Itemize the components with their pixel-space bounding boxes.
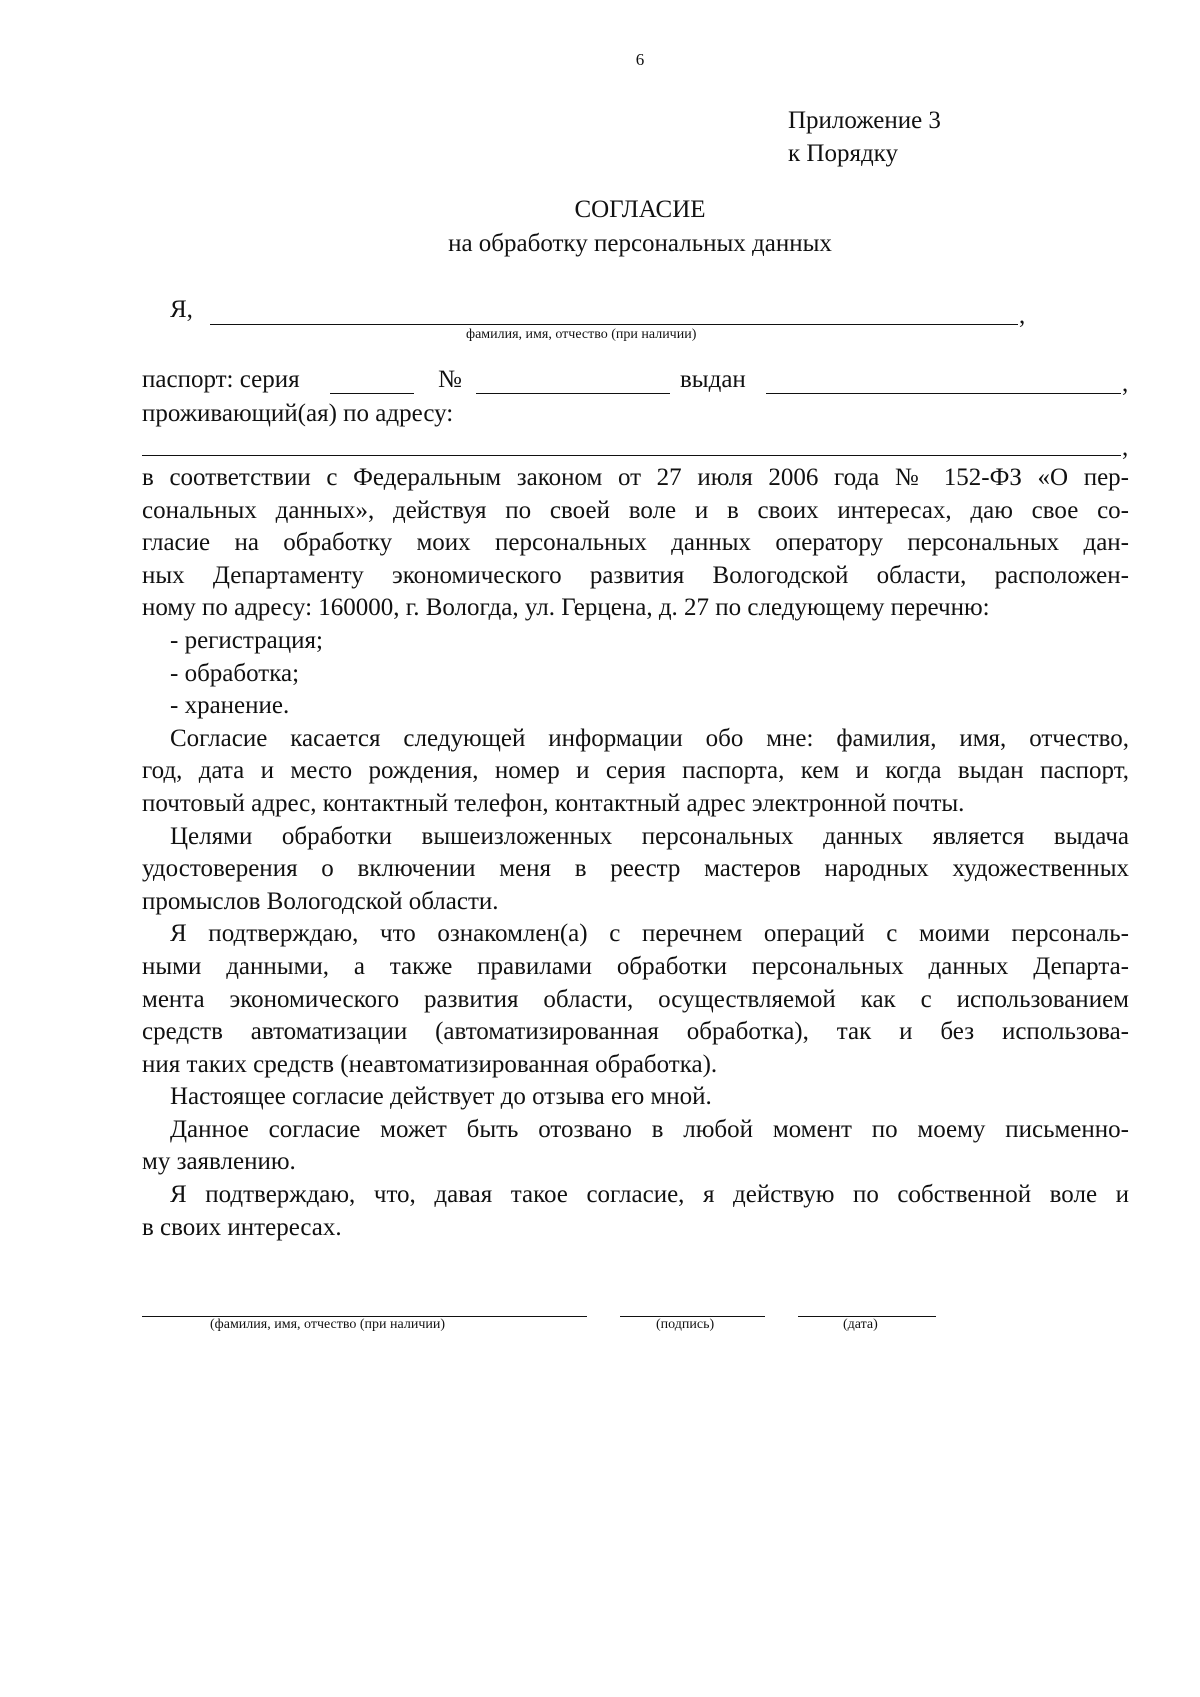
- passport-series-label: паспорт: серия: [142, 366, 300, 393]
- intro-line: сональных данных», действуя по своей воле и в своих интересах, даю свое со-: [142, 496, 1129, 524]
- signature-fio-caption: (фамилия, имя, отчество (при наличии): [210, 1317, 446, 1332]
- page-number: 6: [635, 50, 645, 69]
- paragraph-info-line: год, дата и место рождения, номер и серия паспорта, кем и когда выдан паспорт,: [142, 757, 1129, 785]
- paragraph-confirm-line: ния таких средств (неавтоматизированная обработка).: [142, 1050, 718, 1078]
- intro-line: в соответствии с Федеральным законом от 27 июля 2006 года № 152-ФЗ «О пер-: [142, 464, 1129, 491]
- paragraph-info-line: Согласие касается следующей информации обо мне: фамилия, имя, отчество,: [170, 724, 1129, 752]
- passport-series-field[interactable]: [330, 393, 414, 394]
- address-field-line[interactable]: [142, 455, 1121, 456]
- fio-caption: фамилия, имя, отчество (при наличии): [466, 327, 697, 342]
- fio-field-line[interactable]: [210, 324, 1018, 325]
- paragraph-confirm-line: средств автоматизации (автоматизированная обработка), так и без использова-: [142, 1018, 1129, 1046]
- paragraph-confirm-line: Я подтверждаю, что ознакомлен(а) с перечнем операций с моими персональ-: [170, 920, 1129, 948]
- paragraph-confirm-line: ными данными, а также правилами обработки персональных данных Департа-: [142, 952, 1129, 980]
- list-item-registration: - регистрация;: [170, 626, 323, 654]
- paragraph-purpose-line: промыслов Вологодской области.: [142, 887, 499, 915]
- list-item-processing: - обработка;: [170, 659, 300, 687]
- date-caption: (дата): [843, 1317, 878, 1332]
- paragraph-free-will-line: Я подтверждаю, что, давая такое согласие, я действую по собственной воле и: [170, 1181, 1129, 1209]
- annex-line-1: Приложение 3: [788, 107, 941, 134]
- consent-body: [142, 462, 1129, 1244]
- passport-number-label: №: [438, 366, 462, 393]
- passport-issued-label: выдан: [680, 366, 746, 393]
- passport-number-field[interactable]: [476, 393, 670, 394]
- annex-line-2: к Порядку: [788, 140, 898, 167]
- address-label: проживающий(ая) по адресу:: [142, 400, 454, 427]
- paragraph-revoke-line: Данное согласие может быть отозвано в любой момент по моему письменно-: [170, 1115, 1129, 1143]
- passport-issued-field[interactable]: [766, 393, 1121, 394]
- paragraph-revoke-line: му заявлению.: [142, 1148, 296, 1176]
- paragraph-purpose-line: Целями обработки вышеизложенных персональных данных является выдача: [170, 822, 1129, 850]
- address-comma: ,: [1122, 434, 1129, 461]
- document-subtitle: на обработку персональных данных: [448, 230, 832, 257]
- paragraph-free-will-line: в своих интересах.: [142, 1213, 342, 1241]
- intro-line: ных Департаменту экономического развития Вологодской области, расположен-: [142, 561, 1129, 589]
- paragraph-confirm-line: мента экономического развития области, осуществляемой как с использованием: [142, 985, 1129, 1013]
- paragraph-validity: Настоящее согласие действует до отзыва его мной.: [170, 1083, 712, 1111]
- document-title: СОГЛАСИЕ: [574, 196, 706, 223]
- intro-line: гласие на обработку моих персональных данных оператору персональных дан-: [142, 529, 1129, 557]
- signature-caption: (подпись): [656, 1317, 715, 1332]
- fio-comma: ,: [1019, 302, 1026, 329]
- paragraph-purpose-line: удостоверения о включении меня в реестр мастеров народных художественных: [142, 855, 1129, 883]
- i-label: Я,: [170, 296, 193, 323]
- list-item-storage: - хранение.: [170, 692, 290, 720]
- passport-comma: ,: [1122, 370, 1129, 397]
- intro-line: ному по адресу: 160000, г. Вологда, ул. Герцена, д. 27 по следующему перечню:: [142, 594, 990, 622]
- paragraph-info-line: почтовый адрес, контактный телефон, контактный адрес электронной почты.: [142, 789, 965, 817]
